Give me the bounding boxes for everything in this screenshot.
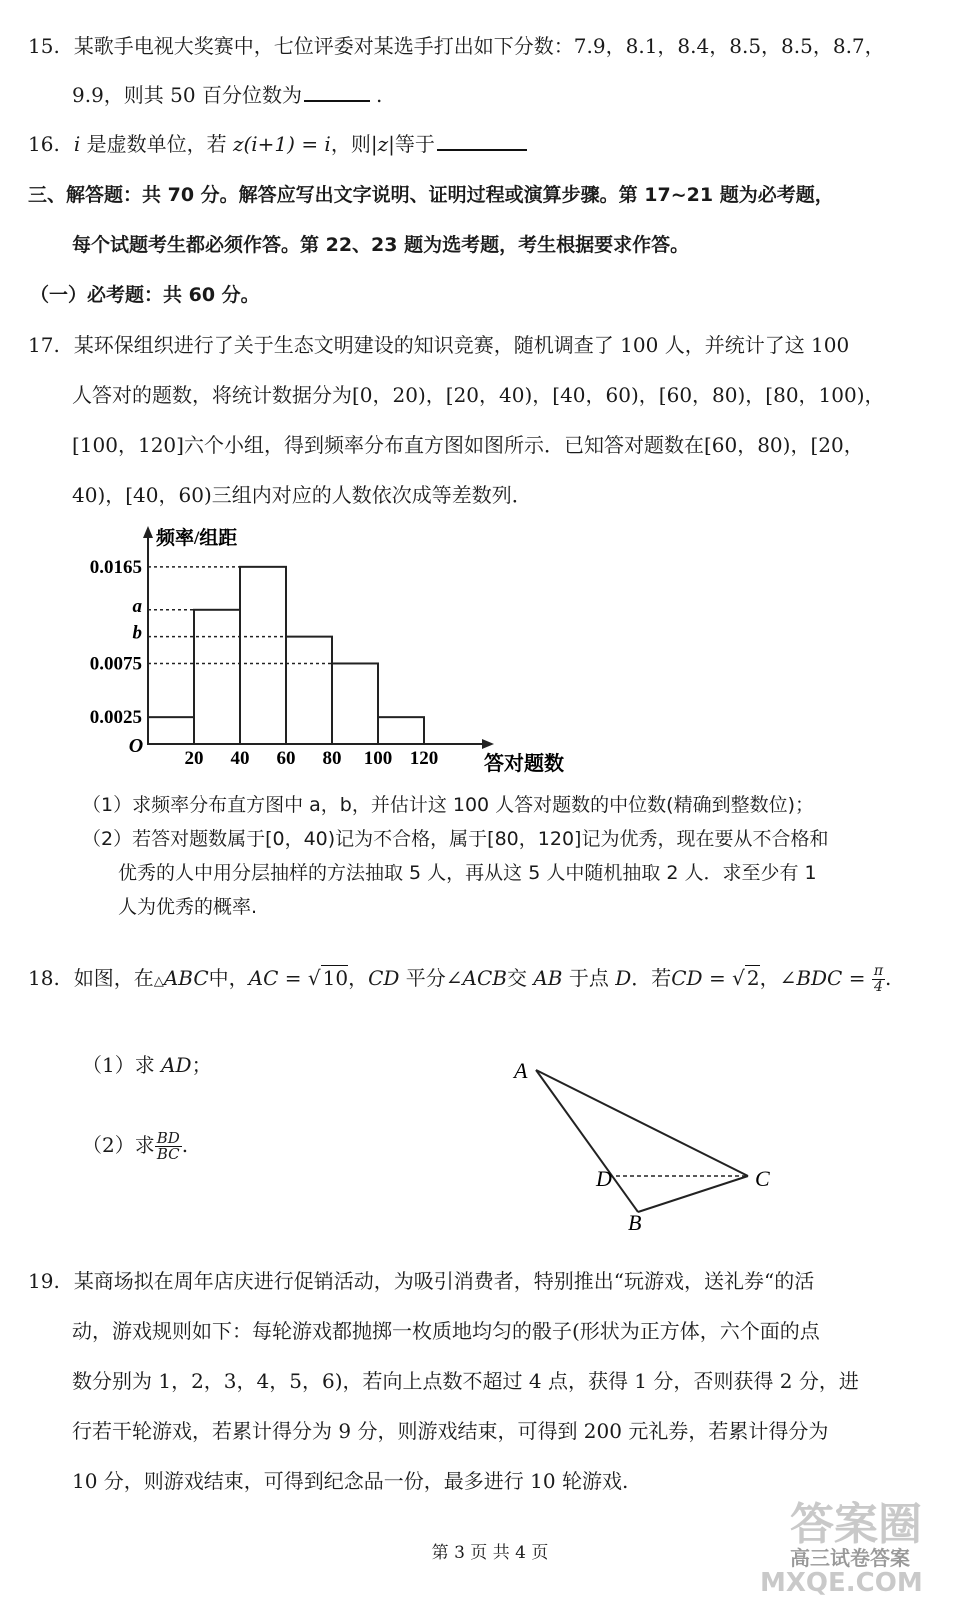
sqrt-icon: √: [307, 966, 321, 990]
q15-line1: [28, 33, 885, 59]
triangle-symbol: △: [153, 974, 164, 989]
q16-line: [28, 131, 527, 157]
vertex-a-label: A: [514, 1058, 528, 1083]
q18-t2: 中，: [208, 966, 249, 990]
q18-part2: [82, 1128, 188, 1162]
q17-text-line4: 40)，[40，60)三组内对应的人数依次成等差数列．: [72, 483, 532, 507]
segment-ac: [536, 1070, 748, 1176]
q18-eq: =: [278, 966, 308, 990]
x-tick-label: 60: [276, 748, 296, 769]
q17-part2-line1: （2）若答对题数属于[0，40)记为不合格，属于[80，120]记为优秀，现在要从不合格和: [82, 828, 829, 850]
page-footer: 第 3 页 共 4 页: [431, 1543, 549, 1563]
subsection-required: （一）必考题：共 60 分。: [30, 284, 260, 306]
q18-part1: [82, 1052, 212, 1078]
q18-eq3: =: [842, 966, 872, 990]
histogram-bar: [148, 717, 194, 744]
y-tick-label: a: [132, 595, 142, 617]
vertex-d-label: D: [596, 1166, 612, 1191]
vertex-c-label: C: [755, 1166, 770, 1191]
q17-part2-line2: 优秀的人中用分层抽样的方法抽取 5 人，再从这 5 人中随机抽取 2 人．求至少有 1: [118, 862, 817, 884]
q15-end: .: [375, 83, 383, 107]
q18-part1-pre: （1）求: [82, 1053, 162, 1077]
q15-line2: [72, 82, 382, 108]
q18-angle-bdc: ∠BDC: [779, 966, 843, 990]
q18-part1-post: ；: [191, 1053, 212, 1077]
q18-t4: 平分: [399, 966, 446, 990]
y-tick-label: b: [132, 622, 142, 644]
q19-line1: [28, 1268, 814, 1294]
q18-t5: 交: [506, 966, 534, 990]
q18-eq2: =: [702, 966, 733, 990]
histogram-bar: [332, 663, 378, 744]
q16-text-c: 等于: [394, 132, 435, 156]
q18-t3: ，: [348, 966, 369, 990]
histogram-bar: [378, 717, 424, 744]
q18-ab: AB: [533, 966, 563, 990]
x-axis-title: 答对题数: [484, 753, 564, 775]
q15-text-line2: 9.9，则其 50 百分位数为: [72, 83, 302, 107]
q16-text-a: 是虚数单位，若: [80, 132, 233, 156]
q15-answer-blank[interactable]: [304, 82, 370, 102]
q18-part2-pre: （2）求: [82, 1133, 155, 1157]
q18-d: D: [615, 966, 632, 990]
q17-text-line3: [100，120]六个小组，得到频率分布直方图如图所示．已知答对题数在[60，80)，[20，: [72, 433, 864, 457]
q19-text-line5: 10 分，则游戏结束，可得到纪念品一份，最多进行 10 轮游戏.: [72, 1469, 629, 1493]
q16-var-i: i: [73, 132, 81, 156]
q18-sqrt10: 10: [322, 966, 349, 990]
histogram-bar: [194, 610, 240, 744]
q17-part2-line3: 人为优秀的概率.: [118, 896, 258, 918]
q18-bd-over-bc: $\frac{BD}{BC}$: [156, 1129, 180, 1163]
section3-line1: 三、解答题：共 70 分。解答应写出文字说明、证明过程或演算步骤。第 17~21 题为必考题，: [28, 184, 834, 206]
segment-ab: [536, 1070, 638, 1212]
y-tick-label: 0.0075: [89, 653, 142, 675]
q18-number: 18.: [28, 966, 60, 990]
q19-text-line1: 某商场拟在周年店庆进行促销活动，为吸引消费者，特别推出“玩游戏，送礼券“的活: [73, 1269, 815, 1293]
q18-part2-post: .: [181, 1133, 189, 1157]
q18-dot: .: [885, 966, 892, 990]
histogram-bar: [240, 567, 286, 744]
q17-line1: [28, 332, 849, 358]
q19-text-line2: 动，游戏规则如下：每轮游戏都抛掷一枚质地均匀的骰子(形状为正方体，六个面的点: [72, 1319, 820, 1343]
q18-line: [28, 964, 891, 995]
x-tick-label: 100: [363, 748, 393, 769]
q18-sqrt2: 2: [746, 966, 760, 990]
q16-absz: |z|: [370, 132, 395, 156]
x-tick-label: 120: [409, 748, 439, 769]
frequency-histogram: [70, 522, 564, 782]
y-axis-title: 频率/组距: [156, 528, 238, 549]
q19-text-line4: 行若干轮游戏，若累计得分为 9 分，则游戏结束，可得到 200 元礼券，若累计得分为: [72, 1419, 829, 1443]
q16-number: 16.: [28, 132, 60, 156]
x-tick-label: 20: [184, 748, 204, 769]
q19-number: 19.: [28, 1269, 60, 1293]
triangle-figure: [500, 1048, 800, 1248]
q17-text-line1: 某环保组织进行了关于生态文明建设的知识竞赛，随机调查了 100 人，并统计了这 100: [73, 333, 850, 357]
q17-number: 17.: [28, 333, 60, 357]
q18-pi-over-4: $\frac{\pi}{4}$: [873, 963, 884, 995]
section3-line2: 每个试题考生都必须作答。第 22、23 题为选考题，考生根据要求作答。: [72, 234, 690, 256]
q18-abc: ABC: [163, 966, 209, 990]
x-tick-label: 80: [322, 748, 342, 769]
x-tick-label: 40: [230, 748, 250, 769]
q19-text-line3: 数分别为 1，2，3，4，5，6)，若向上点数不超过 4 点，获得 1 分，否则获得 2 分，进: [72, 1369, 859, 1393]
q18-t6: 于点: [562, 966, 616, 990]
sqrt-icon: √: [732, 966, 745, 990]
histogram-bar: [286, 637, 332, 744]
y-tick-label: 0.0025: [89, 707, 142, 729]
q18-part1-var: AD: [161, 1053, 192, 1077]
q18-t1: 如图，在: [73, 966, 154, 990]
q18-t8: ，: [759, 966, 780, 990]
q15-text-line1: 某歌手电视大奖赛中，七位评委对某选手打出如下分数：7.9，8.1，8.4，8.5，8.5，8.7，: [73, 34, 885, 58]
q18-cd: CD: [368, 966, 400, 990]
q16-text-b: ，则: [330, 132, 371, 156]
x-axis-arrow-icon: [482, 739, 494, 749]
q18-angle-acb: ∠ACB: [445, 966, 507, 990]
watermark-site: MXQE.COM: [760, 1568, 923, 1598]
q15-number: 15.: [28, 34, 60, 58]
q18-ac: AC: [248, 966, 279, 990]
q17-part1: （1）求频率分布直方图中 a，b，并估计这 100 人答对题数的中位数(精确到整数位)；: [82, 794, 815, 816]
watermark-logo: 答案圈: [790, 1499, 922, 1550]
q18-cd2: CD: [671, 966, 703, 990]
watermark-subtitle: 高三试卷答案: [790, 1546, 910, 1570]
vertex-b-label: B: [628, 1210, 642, 1235]
q18-t7: ．若: [631, 966, 672, 990]
y-tick-label: 0.0165: [89, 556, 142, 578]
segment-bc: [638, 1176, 748, 1212]
origin-label: O: [128, 735, 144, 757]
q16-expr: z(i+1) = i: [232, 132, 331, 156]
y-axis-arrow-icon: [143, 526, 153, 538]
q17-text-line2: 人答对的题数，将统计数据分为[0，20)，[20，40)，[40，60)，[60，80)，[80，100)，: [72, 383, 885, 407]
q16-answer-blank[interactable]: [437, 131, 527, 151]
